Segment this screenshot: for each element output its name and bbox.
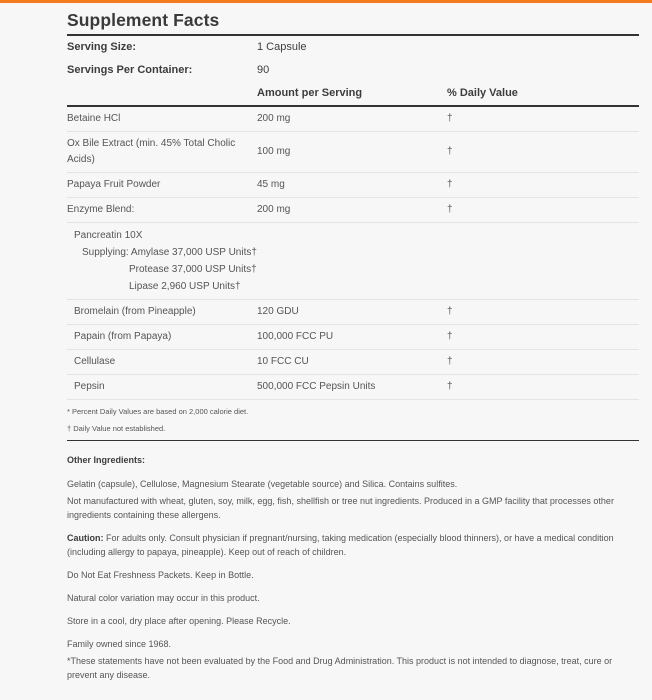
pancreatin-protease: Protease 37,000 USP Units† [129,263,257,275]
nutrient-amount: 45 mg [257,178,285,190]
table-row [67,350,639,375]
top-accent-bar [0,0,652,3]
nutrient-name: Papaya Fruit Powder [67,178,161,190]
page-title: Supplement Facts [67,10,220,30]
table-row [67,300,639,325]
pancreatin-block [67,223,639,300]
dv-header: % Daily Value [447,87,518,99]
family-text: Family owned since 1968. [67,639,172,649]
servings-per-container-label: Servings Per Container: [67,64,193,76]
nutrient-dv: † [447,145,453,157]
enzyme-dv: † [447,305,453,317]
nutrient-dv: † [447,203,453,215]
caution-text [67,531,639,559]
footnote-dv-not-established: † Daily Value not established. [67,423,166,433]
color-text: Natural color variation may occur in this product. [67,593,260,603]
enzyme-amount: 500,000 FCC Pepsin Units [257,380,376,392]
serving-size-row [67,36,639,59]
nutrient-dv: † [447,112,453,124]
table-row [67,132,639,173]
enzyme-amount: 120 GDU [257,305,299,317]
table-row [67,173,639,198]
pancreatin-amylase: Supplying: Amylase 37,000 USP Units† [82,246,257,258]
table-row [67,375,639,400]
enzyme-dv: † [447,330,453,342]
other-ingredients-title: Other Ingredients: [67,455,146,465]
servings-per-container-value: 90 [257,64,270,76]
enzyme-dv: † [447,380,453,392]
serving-size-value: 1 Capsule [257,41,307,53]
amount-header: Amount per Serving [257,87,363,99]
fda-disclaimer: *These statements have not been evaluated by the Food and Drug Administration. This product is not intended to diagnose, treat, cure or prevent any disease. [67,656,613,680]
supplement-facts-panel [67,8,639,682]
enzyme-name: Cellulase [74,355,116,367]
table-row [67,198,639,223]
servings-per-container-row [67,59,639,82]
column-header-row [67,82,639,105]
caution-body: For adults only. Consult physician if pregnant/nursing, taking medication (especially blood thinners), or have a medical condition (including allergy to papaya, pineapple). Keep out of reach of children. [67,533,614,557]
pancreatin-lipase: Lipase 2,960 USP Units† [129,280,241,292]
enzyme-name: Pepsin [74,380,105,392]
footnote-percent-dv: * Percent Daily Values are based on 2,000 calorie diet. [67,406,249,416]
caution-label: Caution: [67,533,104,543]
nutrient-name: Ox Bile Extract (min. 45% Total Cholic Acids) [67,137,236,165]
footnote-rule [67,440,639,442]
enzyme-name: Bromelain (from Pineapple) [74,305,196,317]
table-row [67,325,639,350]
nutrient-amount: 200 mg [257,112,291,124]
other-ingredients-section [67,453,639,682]
enzyme-amount: 10 FCC CU [257,355,309,367]
pancreatin-name: Pancreatin 10X [74,229,143,241]
packets-text: Do Not Eat Freshness Packets. Keep in Bottle. [67,570,254,580]
nutrient-name: Betaine HCl [67,112,121,124]
nutrient-amount: 200 mg [257,203,291,215]
enzyme-dv: † [447,355,453,367]
table-row [67,107,639,132]
serving-size-label: Serving Size: [67,41,137,53]
nutrient-name: Enzyme Blend: [67,203,135,215]
nutrient-amount: 100 mg [257,145,291,157]
enzyme-amount: 100,000 FCC PU [257,330,334,342]
storage-text: Store in a cool, dry place after opening. Please Recycle. [67,616,291,626]
enzyme-name: Papain (from Papaya) [74,330,172,342]
nutrient-dv: † [447,178,453,190]
ingredients-text: Gelatin (capsule), Cellulose, Magnesium Stearate (vegetable source) and Silica. Contains sulfites. [67,479,458,489]
allergen-text: Not manufactured with wheat, gluten, soy, milk, egg, fish, shellfish or tree nut ingredients. Produced in a GMP facility that processes other ingredients containing these allergens. [67,496,614,520]
